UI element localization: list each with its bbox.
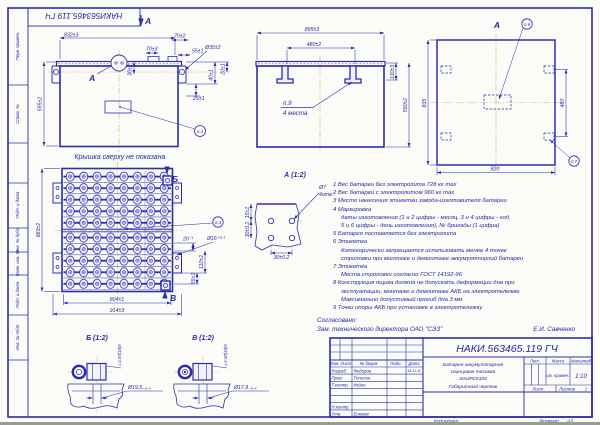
dim-grid-110: 110±2 (199, 254, 205, 270)
detail-v-view (174, 335, 269, 414)
dim-820: 820 (490, 166, 500, 173)
technical-notes (333, 181, 595, 312)
dim-30-bottom: 30±0.2 (273, 255, 290, 261)
detail-b-title: Б (1:2) (86, 335, 108, 342)
inverted-doc-number-stamp: НАКИ563465.119 ГЧ (45, 11, 123, 20)
dim-d35: Ø35±2 (205, 45, 221, 51)
dim-480s: 480±2 (306, 42, 322, 48)
doc-number: НАКИ.563465.119 ГЧ (456, 343, 558, 355)
dim-590: 590±2 (403, 97, 409, 113)
note-line: 8 Конструкция ящика должна не допускать деформации дна при (333, 280, 515, 287)
agreement-line: Зам. технического директора ОАО "СЭЗ" (317, 325, 443, 333)
sheets-value: 1 (584, 386, 588, 392)
note-line: эксплуатации, монтаже и демонтаже АКБ на электротележке (341, 288, 520, 295)
mass-header: Масса (551, 358, 565, 364)
detail-v-title: В (1:2) (192, 335, 214, 342)
part-name-line2: свинцовая тяговая (450, 370, 496, 375)
agreement-block (317, 317, 579, 334)
col-podp: Подп. (390, 361, 402, 366)
agreement-signer: Е.И. Савченко (533, 325, 575, 333)
dim-595: 595±2 (37, 96, 44, 112)
margin-inv-dubl: Инв. № дубл. (15, 226, 20, 254)
margin-perv-primen: Перв. примен. (15, 31, 20, 61)
dim-835: 835 (422, 98, 428, 108)
callout-p4: п.4 (214, 220, 222, 225)
note-line: 3 Место нанесения этикетки завода-изготовителя батареи (333, 198, 507, 205)
part-name-line1: Батарея аккумуляторная (442, 363, 504, 368)
detail-v-taper-note: ▷1:60(18)9 (223, 344, 228, 366)
row-razrab-name: Федоров (353, 368, 372, 374)
dim-grid-55: 55±1 (191, 272, 197, 285)
dim-20: 20±1 (220, 63, 227, 75)
detail-b-taper-note: ▷1:60(18)9 (117, 344, 122, 366)
note-line: 9 Точки опоры АКБ при установке в электротележку (333, 305, 483, 312)
dim-grid-d16: Ø16⁺⁰·¹ (207, 236, 226, 242)
detail-b-view (68, 335, 163, 414)
scale-value: 1:10 (575, 374, 587, 380)
note-line: строповки при монтаже и демонтаже аккумуляторной батареи (341, 255, 524, 262)
margin-podp-data-2: Подп. и дата (15, 281, 20, 309)
agreement-heading: Согласовано: (317, 317, 358, 324)
note-line: Места строповки согласно ГОСТ 14192-96 (341, 272, 462, 279)
dim-130: 130±3 (390, 64, 396, 80)
scale-header: Масштаб (570, 358, 592, 364)
note-line: Максимально допустимый прогиб дна 3 мм (341, 296, 463, 303)
sheet-label: Лист (532, 386, 544, 392)
row-tkontr: Т.контр. (331, 382, 349, 388)
row-utv-name: Енюков (353, 411, 369, 417)
margin-inv-podl: Инв. № подл. (15, 323, 20, 351)
row-tkontr-name: Кодин (353, 382, 366, 388)
note-line: 5 Батарея поставляется без электролита (333, 231, 457, 238)
margin-labels (15, 32, 20, 351)
top-view-title: А (493, 20, 501, 30)
callout-p9: п.9 (283, 100, 292, 107)
callout-p7: п.7 (570, 159, 578, 164)
row-razrab-date: 14.11.11 (407, 369, 421, 373)
dim-804: 804±1 (109, 297, 125, 303)
part-name-line3: 40х4PzS320 (459, 377, 487, 382)
hole-d7: Ø7 (319, 185, 326, 191)
front-detail-a-label: А (89, 73, 96, 83)
callout-p6: п.6 (523, 22, 531, 27)
dim-832: 832±3 (64, 32, 79, 39)
dim-895: 895±3 (304, 27, 320, 33)
side-view (256, 27, 411, 152)
note-line: Категорически запрещается использовать менее 4 точек (341, 247, 507, 254)
mass-value: см. примеч. (546, 373, 570, 378)
col-list: Лист (340, 361, 352, 366)
front-section-arrow-label: А (145, 16, 152, 26)
lit-header: Лит. (529, 358, 541, 364)
col-izm: Изм. (330, 361, 340, 366)
dim-914: 914±3 (109, 308, 125, 314)
dim-480t: 480 (560, 98, 566, 108)
part-name-line4: Габаритный чертеж (448, 385, 498, 390)
row-prov: Пров. (331, 375, 343, 381)
note-line: 6 Этикетка (333, 239, 368, 246)
dim-25: 25±1 (193, 96, 205, 102)
note-line: даты изготовления (1 и 2 цифры - месяц, 3 и 4 цифры - год, (341, 214, 511, 221)
note-line: 2 Вес батареи с электролитом 960 кг max (333, 190, 455, 197)
title-block (330, 338, 592, 417)
grid-section-v: В (170, 293, 177, 303)
row-razrab: Разраб. (331, 368, 348, 374)
row-utv: Утв. (331, 411, 342, 417)
note-line: 4 Маркировка (333, 206, 372, 213)
dim-grid-20: 20⁻¹ (183, 236, 194, 243)
col-ndokum: № докум. (359, 361, 379, 366)
dim-d19-5: Ø19.5₋₀.₄ (128, 385, 151, 391)
grid-section-b: Б (172, 174, 179, 184)
row-prov-name: Топилин (353, 375, 371, 381)
margin-podp-data-1: Подп. и дата (15, 191, 20, 219)
hole-count: 4отв. (319, 192, 334, 198)
note-line: 7 Этикетка (333, 264, 368, 271)
callout-p3: п.3 (196, 129, 204, 134)
detail-a-title: А (1:2) (284, 172, 306, 179)
row-nkontr: Н.контр. (331, 404, 350, 410)
detail-a-view (245, 172, 333, 261)
dim-d17-9: Ø17.9₋₀.₄ (234, 385, 257, 391)
top-view-a (422, 19, 579, 175)
grid-view (36, 162, 225, 316)
margin-vzam-inv: Взам. инв. № (15, 249, 20, 277)
sheets-label: Листов (559, 386, 575, 392)
dim-55: 55±1 (192, 48, 204, 55)
callout-p9-note: 4 места (283, 110, 308, 117)
dim-70a: 70±3 (146, 46, 158, 53)
col-data: Дата (408, 361, 420, 366)
dim-40: 40±1 (208, 69, 215, 81)
dim-15: 15±2 (245, 206, 251, 219)
note-line: 5 и 6 цифры - день изготовления), № бригады (1 цифра) (341, 223, 500, 230)
front-view (38, 15, 233, 161)
dim-30-left: 30±0.2 (245, 221, 251, 238)
dim-70b: 70±2 (174, 33, 186, 40)
note-line: 1 Вес батареи без электролита 728 кг max (333, 182, 457, 188)
front-caption: Крышка сверху не показана (74, 154, 166, 161)
dim-30: 30±2 (127, 64, 134, 76)
dim-883: 883±2 (36, 222, 42, 238)
margin-sprav-no: Справ. № (15, 104, 20, 124)
